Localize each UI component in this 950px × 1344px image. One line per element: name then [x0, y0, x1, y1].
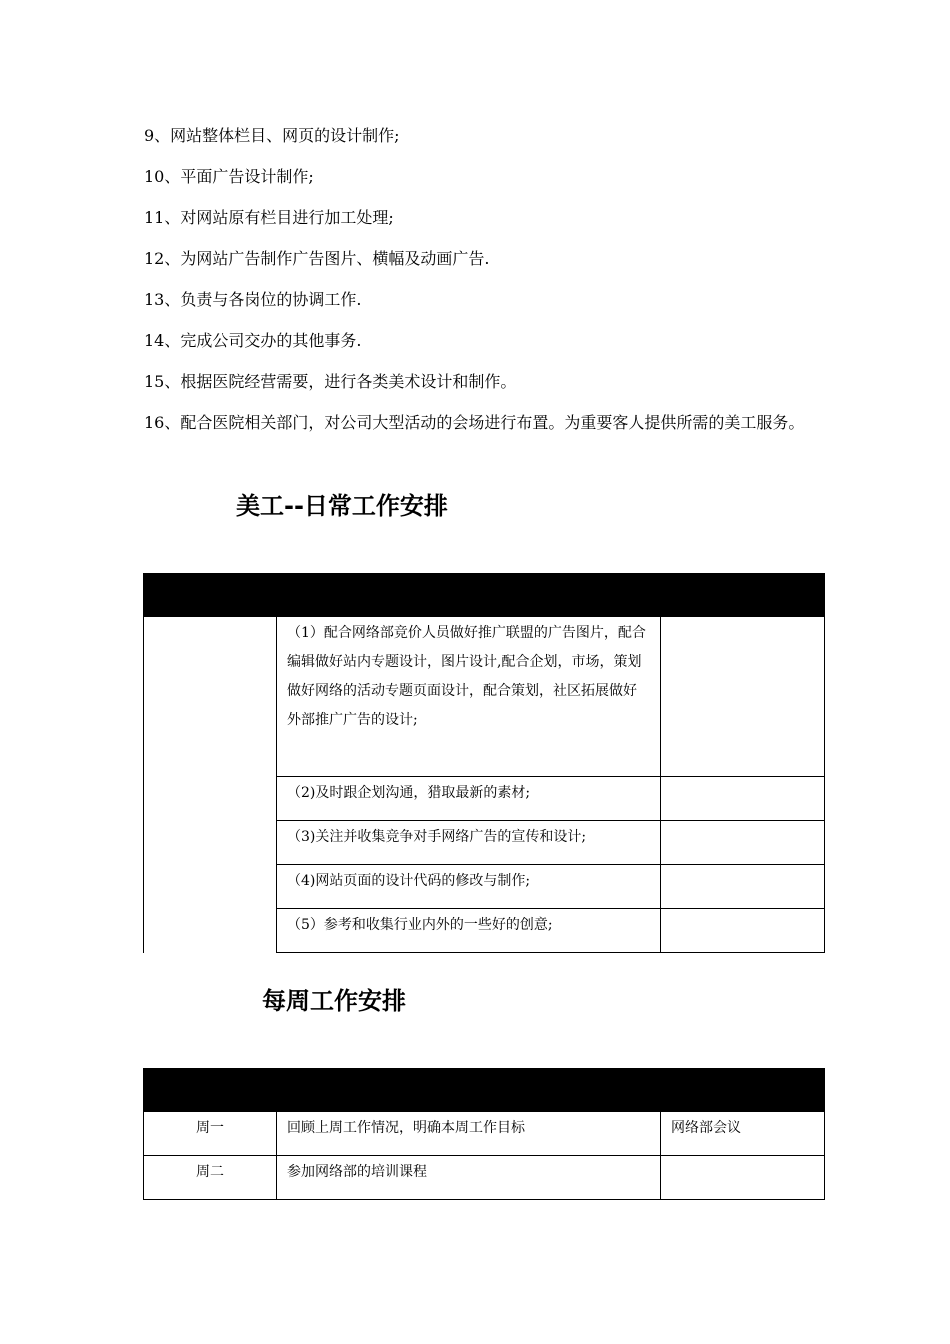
task-cell: （3)关注并收集竞争对手网络广告的宣传和设计; [277, 821, 661, 865]
table-header-row [144, 574, 825, 617]
task-cell: （1）配合网络部竞价人员做好推广联盟的广告图片，配合编辑做好站内专题设计，图片设计,配合企划，市场，策划做好网络的活动专题页面设计，配合策划，社区拓展做好外部推广广告的设计; [277, 617, 661, 777]
task-cell: （5）参考和收集行业内外的一些好的创意; [277, 909, 661, 953]
header-cell [144, 1069, 277, 1112]
duty-item: 15、根据医院经营需要，进行各类美术设计和制作。 [144, 372, 517, 391]
header-cell [144, 574, 277, 617]
weekly-schedule-title: 每周工作安排 [262, 987, 406, 1015]
note-cell [661, 909, 825, 953]
daily-schedule-title: 美工--日常工作安排 [236, 492, 448, 520]
task-cell: 回顾上周工作情况，明确本周工作目标 [277, 1112, 661, 1156]
table-row [144, 617, 825, 777]
duty-item: 13、负责与各岗位的协调工作. [144, 290, 362, 309]
day-cell: 周二 [144, 1156, 277, 1200]
duty-item: 14、完成公司交办的其他事务. [144, 331, 362, 350]
note-cell [661, 777, 825, 821]
table-header-row [144, 1069, 825, 1112]
duty-list [144, 124, 844, 435]
duty-item: 10、平面广告设计制作; [144, 167, 314, 186]
header-cell [277, 574, 825, 617]
note-cell [661, 1156, 825, 1200]
daily-schedule-table [143, 573, 825, 953]
note-cell [661, 617, 825, 777]
weekly-schedule-table [143, 1068, 825, 1200]
table-row [144, 1112, 825, 1156]
note-cell [661, 821, 825, 865]
header-cell [277, 1069, 825, 1112]
task-cell: 参加网络部的培训课程 [277, 1156, 661, 1200]
task-cell: （2)及时跟企划沟通，猎取最新的素材; [277, 777, 661, 821]
duty-item: 12、为网站广告制作广告图片、横幅及动画广告. [144, 249, 490, 268]
note-cell [661, 865, 825, 909]
duty-item: 16、配合医院相关部门，对公司大型活动的会场进行布置。为重要客人提供所需的美工服务。 [144, 413, 805, 432]
day-cell: 周一 [144, 1112, 277, 1156]
duty-item: 9、网站整体栏目、网页的设计制作; [144, 126, 400, 145]
category-cell [144, 617, 277, 953]
table-row [144, 1156, 825, 1200]
task-cell: （4)网站页面的设计代码的修改与制作; [277, 865, 661, 909]
note-cell: 网络部会议 [661, 1112, 825, 1156]
duty-item: 11、对网站原有栏目进行加工处理; [144, 208, 394, 227]
